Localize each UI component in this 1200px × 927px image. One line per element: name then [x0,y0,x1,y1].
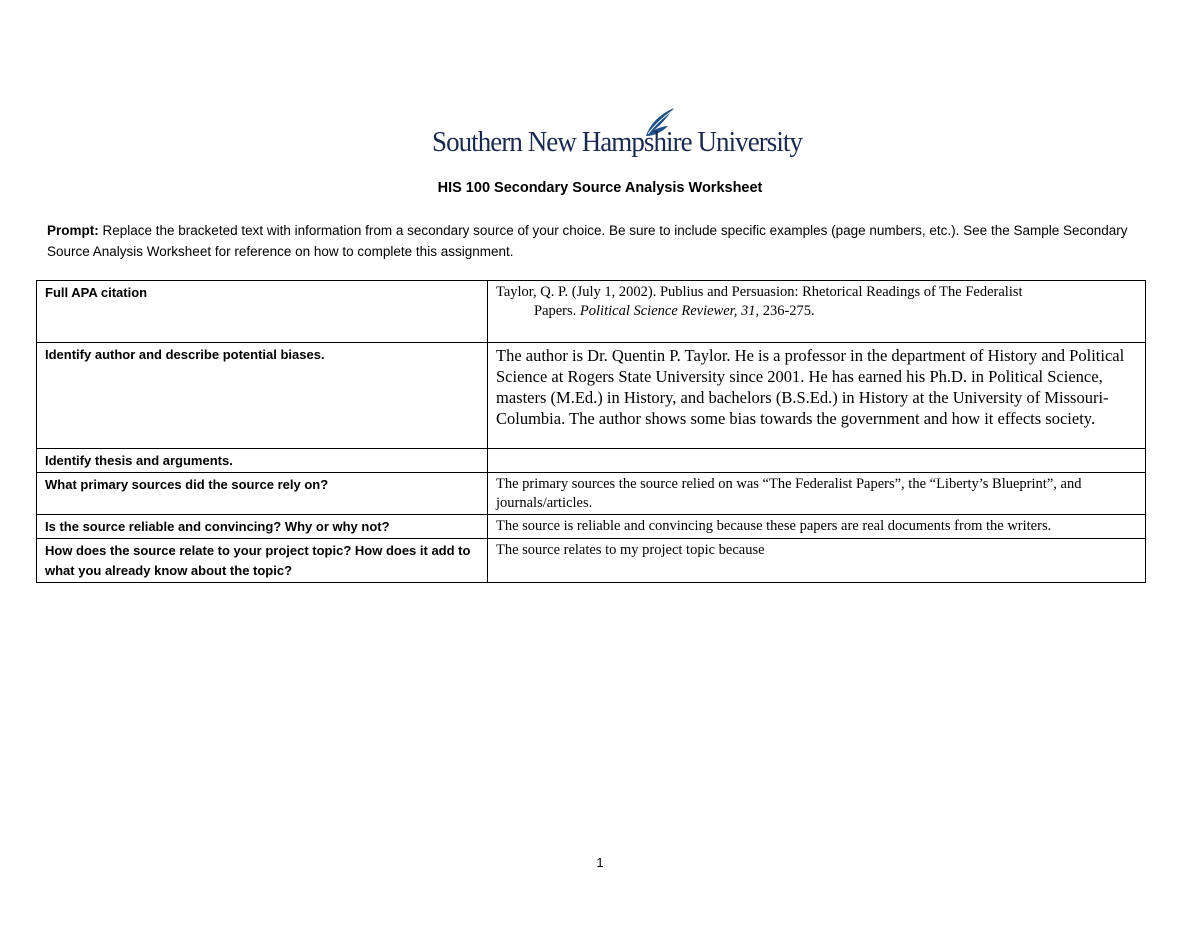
prompt-label: Prompt: [47,223,99,238]
citation-papers: Papers. [534,303,580,319]
question-cell: Full APA citation [37,281,488,343]
question-cell: How does the source relate to your project topic? How does it add to what you already know about the topic? [37,539,488,583]
page-title: HIS 100 Secondary Source Analysis Worksheet [437,180,763,196]
answer-cell[interactable]: The source is reliable and convincing because these papers are real documents from the writers. [488,515,1146,539]
page-number: 1 [596,855,604,870]
answer-cell[interactable]: The primary sources the source relied on was “The Federalist Papers”, the “Liberty’s Blueprint”, and journals/articles. [488,473,1146,515]
citation-line-1: Taylor, Q. P. (July 1, 2002). Publius and Persuasion: Rhetorical Readings of The Federalist [496,284,1023,300]
answer-cell[interactable]: The source relates to my project topic because [488,539,1146,583]
question-cell: Identify author and describe potential biases. [37,343,488,449]
answer-cell[interactable]: The author is Dr. Quentin P. Taylor. He is a professor in the department of History and Political Science at Rogers State University since 2001. He has earned his Ph.D. in Political Science, masters (M.Ed.) in History, and bachelors (B.S.Ed.) in History at the University of Missouri-Columbia. The author shows some bias towards the government and how it effects society. [488,343,1146,449]
table-row-citation [37,281,1146,343]
logo-wordmark: Southern New Hampshire University [432,126,803,158]
prompt-paragraph [47,220,1157,262]
table-row-primary-sources [37,473,1146,515]
worksheet-table [36,280,1146,583]
citation-line-2 [496,302,1137,321]
table-row-thesis [37,449,1146,473]
citation-journal: Political Science Reviewer, 31, [579,303,760,319]
table-row-author [37,343,1146,449]
question-cell: Identify thesis and arguments. [37,449,488,473]
answer-cell[interactable] [488,449,1146,473]
citation-pages: 236-275. [759,303,815,319]
prompt-text: Replace the bracketed text with information from a secondary source of your choice. Be sure to include specific examples (page numbers, etc.). See the Sample Secondary Source Analysis Worksheet for reference on how to complete this assignment. [47,223,1128,259]
table-row-project-topic [37,539,1146,583]
table-row-reliability [37,515,1146,539]
question-cell: Is the source reliable and convincing? Why or why not? [37,515,488,539]
question-cell: What primary sources did the source rely on? [37,473,488,515]
university-logo [432,106,803,162]
citation-cell[interactable] [488,281,1146,343]
